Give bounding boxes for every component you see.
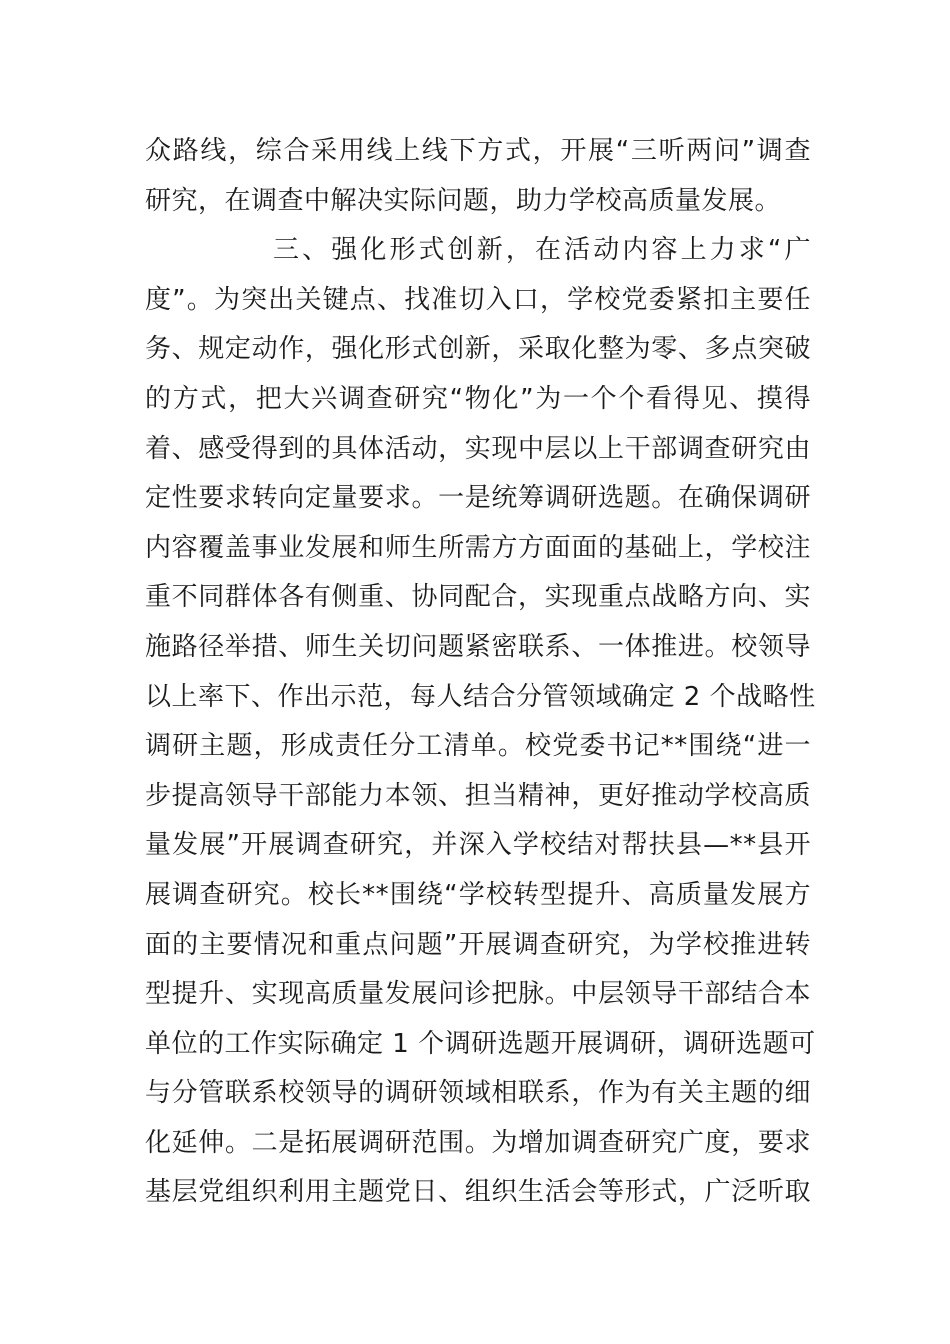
text-line: 施路径举措、师生关切问题紧密联系、一体推进。校领导	[145, 631, 811, 662]
text-line: 单位的工作实际确定 1 个调研选题开展调研，调研选题可	[145, 1028, 816, 1059]
body-text	[145, 127, 816, 1218]
text-line: 众路线，综合采用线上线下方式，开展“三听两问”调查	[145, 136, 811, 166]
text-line: 型提升、实现高质量发展问诊把脉。中层领导干部结合本	[145, 979, 811, 1010]
text-line: 量发展”开展调查研究，并深入学校结对帮扶县—**县开	[145, 830, 811, 861]
text-line: 面的主要情况和重点问题”开展调查研究，为学校推进转	[145, 929, 811, 960]
text-line: 展调查研究。校长**围绕“学校转型提升、高质量发展方	[145, 879, 811, 910]
section-heading-line: 三、强化形式创新，在活动内容上力求“广	[273, 235, 811, 266]
text-line: 的方式，把大兴调查研究“物化”为一个个看得见、摸得	[145, 383, 811, 414]
text-line: 研究，在调查中解决实际问题，助力学校高质量发展。	[145, 185, 782, 216]
text-line: 度”。为突出关键点、找准切入口，学校党委紧扣主要任	[145, 284, 811, 315]
text-line: 化延伸。二是拓展调研范围。为增加调查研究广度，要求	[145, 1127, 811, 1158]
text-line: 基层党组织利用主题党日、组织生活会等形式，广泛听取	[145, 1177, 811, 1208]
text-line: 着、感受得到的具体活动，实现中层以上干部调查研究由	[145, 433, 811, 464]
text-line: 与分管联系校领导的调研领域相联系，作为有关主题的细	[145, 1078, 811, 1109]
text-line: 内容覆盖事业发展和师生所需方方面面的基础上，学校注	[145, 532, 811, 563]
text-line: 调研主题，形成责任分工清单。校党委书记**围绕“进一	[145, 731, 811, 762]
text-line: 定性要求转向定量要求。一是统筹调研选题。在确保调研	[145, 483, 811, 514]
text-line: 重不同群体各有侧重、协同配合，实现重点战略方向、实	[145, 582, 811, 613]
text-line: 务、规定动作，强化形式创新，采取化整为零、多点突破	[145, 334, 811, 365]
text-line: 步提高领导干部能力本领、担当精神，更好推动学校高质	[145, 780, 811, 811]
text-line: 以上率下、作出示范，每人结合分管领域确定 2 个战略性	[145, 681, 816, 712]
